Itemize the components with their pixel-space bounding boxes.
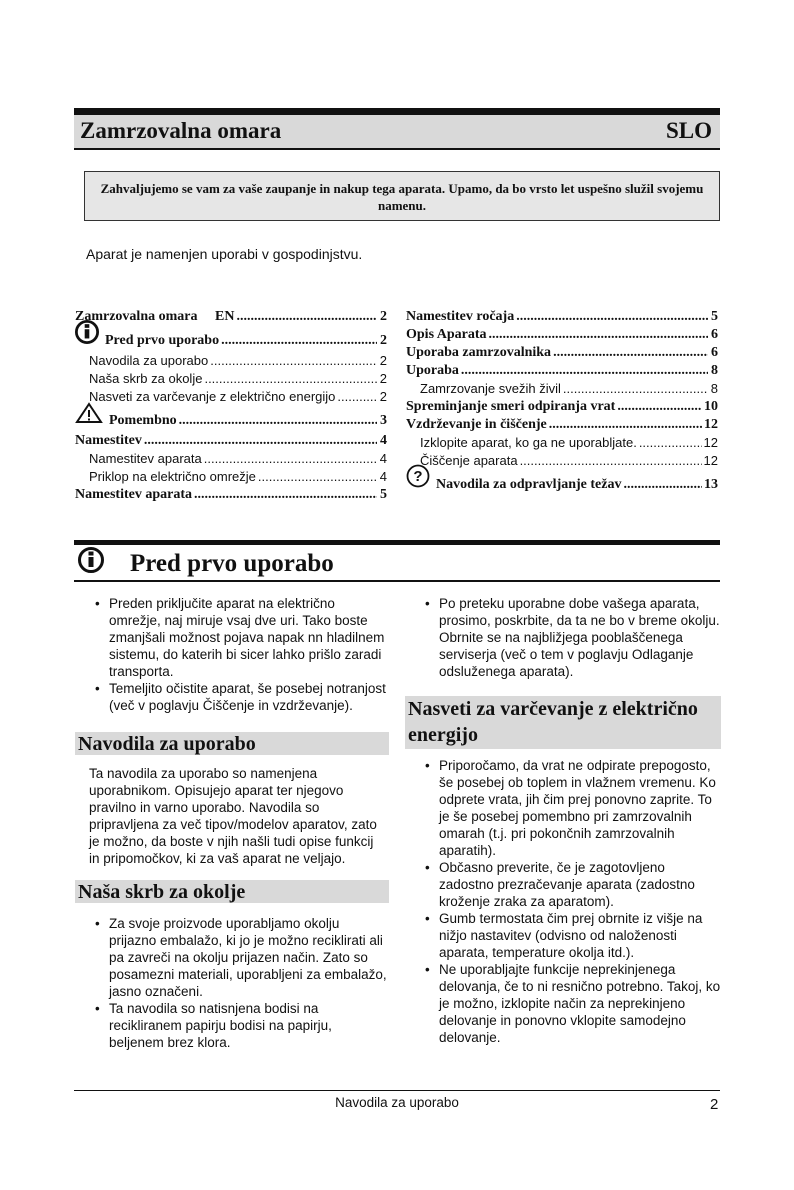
- toc-label: Namestitev ročaja: [406, 309, 515, 324]
- toc-page: 3: [380, 413, 387, 428]
- toc-entry: [406, 434, 718, 452]
- toc-label: Navodila za uporabo: [89, 353, 209, 368]
- toc-page: 6: [711, 327, 718, 342]
- toc-entry: [75, 406, 387, 432]
- toc-entry: [406, 380, 718, 398]
- toc-label: Uporaba: [406, 363, 459, 378]
- toc-leader: [549, 416, 702, 434]
- toc-entry: [406, 398, 718, 416]
- list-item: • Gumb termostata čim prej obrnite iz višje na nižjo nastavitev (odvisno od naloženosti aparata, temperature okolja itd.).: [439, 910, 721, 961]
- intro-text: Aparat je namenjen uporabi v gospodinjstvu.: [86, 246, 363, 262]
- okolje-list: [75, 915, 389, 1051]
- toc-label: Zamrzovanje svežih živil: [420, 381, 561, 396]
- toc-leader: [210, 352, 377, 370]
- page-header: [74, 115, 720, 150]
- okolje-heading: Naša skrb za okolje: [75, 880, 389, 903]
- toc-entry: [75, 370, 387, 388]
- list-item: • Občasno preverite, če je zagotovljeno zadostno prezračevanje aparata (zadostno kroženje zraka za aparatom).: [439, 859, 721, 910]
- toc-label: Naša skrb za okolje: [89, 371, 203, 386]
- page-title: Zamrzovalna omara: [80, 118, 282, 143]
- toc-label: Priklop na električno omrežje: [89, 469, 256, 484]
- toc-label: Namestitev aparata: [75, 487, 193, 502]
- toc-entry: [406, 344, 718, 362]
- section-right-list: [405, 595, 721, 680]
- thanks-box: Zahvaljujemo se vam za vaše zaupanje in nakup tega aparata. Upamo, da bo vrsto let uspešno služil svojemu namenu.: [84, 171, 720, 221]
- toc-leader: [639, 434, 702, 452]
- toc-label: Namestitev aparata: [89, 451, 202, 466]
- right-column: [405, 595, 721, 1046]
- toc-entry: [406, 452, 718, 470]
- toc-leader: [553, 344, 708, 362]
- language-code: SLO: [665, 118, 712, 143]
- toc-entry: [75, 352, 387, 370]
- toc-page: 2: [379, 389, 387, 404]
- toc-entry: [75, 308, 387, 326]
- warning-icon: [75, 402, 103, 432]
- toc-label: Izklopite aparat, ko ga ne uporabljate.: [420, 435, 637, 450]
- toc-leader: [221, 330, 377, 352]
- toc-leader: [563, 380, 708, 398]
- toc-entry: [75, 486, 387, 504]
- toc-leader: [258, 468, 377, 486]
- toc-page: 2: [379, 371, 387, 386]
- toc-page: 6: [711, 345, 718, 360]
- toc-entry: [406, 308, 718, 326]
- toc-page: 4: [380, 433, 387, 448]
- toc-entry: [75, 326, 387, 352]
- navodila-text: Ta navodila za uporabo so namenjena uporabnikom. Opisujejo aparat ter njegovo pravilno in varno uporabo. Navodila so pripravljena za več tipov/modelov aparatov, zato je možno, da boste v njih našli tudi opise funkcij in pripomočkov, ki za vaš aparat ne veljajo.: [89, 766, 377, 866]
- section-bottom-rule: [74, 580, 720, 582]
- toc-label: Spreminjanje smeri odpiranja vrat: [406, 399, 616, 414]
- toc-leader: [194, 486, 377, 504]
- toc-page: 12: [704, 417, 718, 432]
- toc-leader: [623, 474, 702, 496]
- toc-left-column: [75, 308, 387, 504]
- section-left-list: [75, 595, 389, 714]
- toc-page: 4: [379, 451, 387, 466]
- list-item: • Temeljito očistite aparat, še posebej notranjost (več v poglavju Čiščenje in vzdrževanje).: [109, 680, 389, 714]
- toc-label: Namestitev: [75, 433, 142, 448]
- toc-entry: [406, 326, 718, 344]
- section-title: Pred prvo uporabo: [130, 550, 334, 577]
- toc-page: 8: [711, 363, 718, 378]
- toc-leader: [204, 370, 377, 388]
- toc-leader: [236, 308, 377, 326]
- toc-leader: [179, 410, 377, 432]
- toc-leader: [520, 452, 702, 470]
- list-item: • Priporočamo, da vrat ne odpirate prepogosto, še posebej ob toplem in vlažnem vremenu. Ko odprete vrata, jih čim prej ponovno zaprite. To je še posebej pomembno pri zamrzovalnih omarah (t.j. pri pokončnih zamrzovalnih aparatih).: [439, 757, 721, 859]
- toc-page: 2: [379, 353, 387, 368]
- toc-label: Pomembno: [109, 413, 177, 428]
- toc-entry: [406, 416, 718, 434]
- toc-page: 5: [380, 487, 387, 502]
- toc-leader: [461, 362, 708, 380]
- toc-leader: [144, 432, 377, 450]
- footer-rule: [74, 1090, 720, 1091]
- page-number: 2: [710, 1096, 719, 1113]
- toc-label: Čiščenje aparata: [420, 453, 518, 468]
- toc-page: 13: [704, 477, 718, 492]
- toc-label: Pred prvo uporabo: [105, 333, 220, 348]
- toc-page: 12: [703, 453, 718, 468]
- toc-leader: [489, 326, 708, 344]
- toc-leader: [337, 388, 377, 406]
- footer-text: Navodila za uporabo: [335, 1095, 459, 1110]
- toc-label: Uporaba zamrzovalnika: [406, 345, 552, 360]
- toc-leader: [204, 450, 377, 468]
- section-top-rule: [74, 540, 720, 545]
- toc-entry: [406, 362, 718, 380]
- nasveti-list: [405, 757, 721, 1046]
- toc-entry: [75, 388, 387, 406]
- list-item: • Po preteku uporabne dobe vašega aparata, prosimo, poskrbite, da ta ne bo v breme okolju. Obrnite se na najbližjega pooblaščenega serviserja (več o tem v poglavju Odlaganje odsluženega aparata).: [439, 595, 721, 680]
- toc-entry: [75, 450, 387, 468]
- toc-label: Zamrzovalna omara EN: [75, 309, 235, 324]
- list-item: • Preden priključite aparat na električno omrežje, naj miruje vsaj dve uri. Tako boste zmanjšali možnost pojava napak nn hladilnem sistemu, do katerih bi sicer lahko prišlo zaradi transporta.: [109, 595, 389, 680]
- toc-page: 5: [711, 309, 718, 324]
- navodila-heading: Navodila za uporabo: [75, 732, 389, 755]
- toc-label: Vzdrževanje in čiščenje: [406, 417, 547, 432]
- toc-entry: [75, 468, 387, 486]
- info-icon: [75, 320, 99, 352]
- toc-page: 12: [703, 435, 718, 450]
- toc-page: 4: [379, 469, 387, 484]
- header-top-rule: [74, 108, 720, 115]
- toc-entry: [406, 470, 718, 496]
- toc-page: 2: [380, 309, 387, 324]
- toc-page: 2: [380, 333, 387, 348]
- toc-label: Opis Aparata: [406, 327, 487, 342]
- question-icon: [406, 464, 430, 496]
- nasveti-heading: Nasveti za varčevanje z električno energijo: [405, 696, 721, 749]
- toc-label: Nasveti za varčevanje z električno energijo: [89, 389, 336, 404]
- list-item: • Ta navodila so natisnjena bodisi na recikliranem papirju bodisi na papirju, beljenem brez klora.: [109, 1000, 389, 1051]
- list-item: • Ne uporabljajte funkcije neprekinjenega delovanja, če to ni resnično potrebno. Takoj, ko je možno, izklopite način za neprekinjeno delovanje in ponovno vklopite samodejno delovanje.: [439, 961, 721, 1046]
- toc-right-column: [406, 308, 718, 496]
- toc-leader: [516, 308, 708, 326]
- toc-page: 10: [704, 399, 718, 414]
- left-column: [75, 595, 389, 1051]
- info-icon: [78, 547, 104, 578]
- toc-leader: [617, 398, 702, 416]
- toc-label: Navodila za odpravljanje težav: [436, 477, 622, 492]
- toc-page: 8: [710, 381, 718, 396]
- toc-entry: [75, 432, 387, 450]
- list-item: • Za svoje proizvode uporabljamo okolju prijazno embalažo, ki jo je možno reciklirati ali pa zavreči na okolju prijazen način. Zato so posamezni materiali, uporabljeni za embalažo, jasno označeni.: [109, 915, 389, 1000]
- svg-text:?: ?: [413, 468, 423, 485]
